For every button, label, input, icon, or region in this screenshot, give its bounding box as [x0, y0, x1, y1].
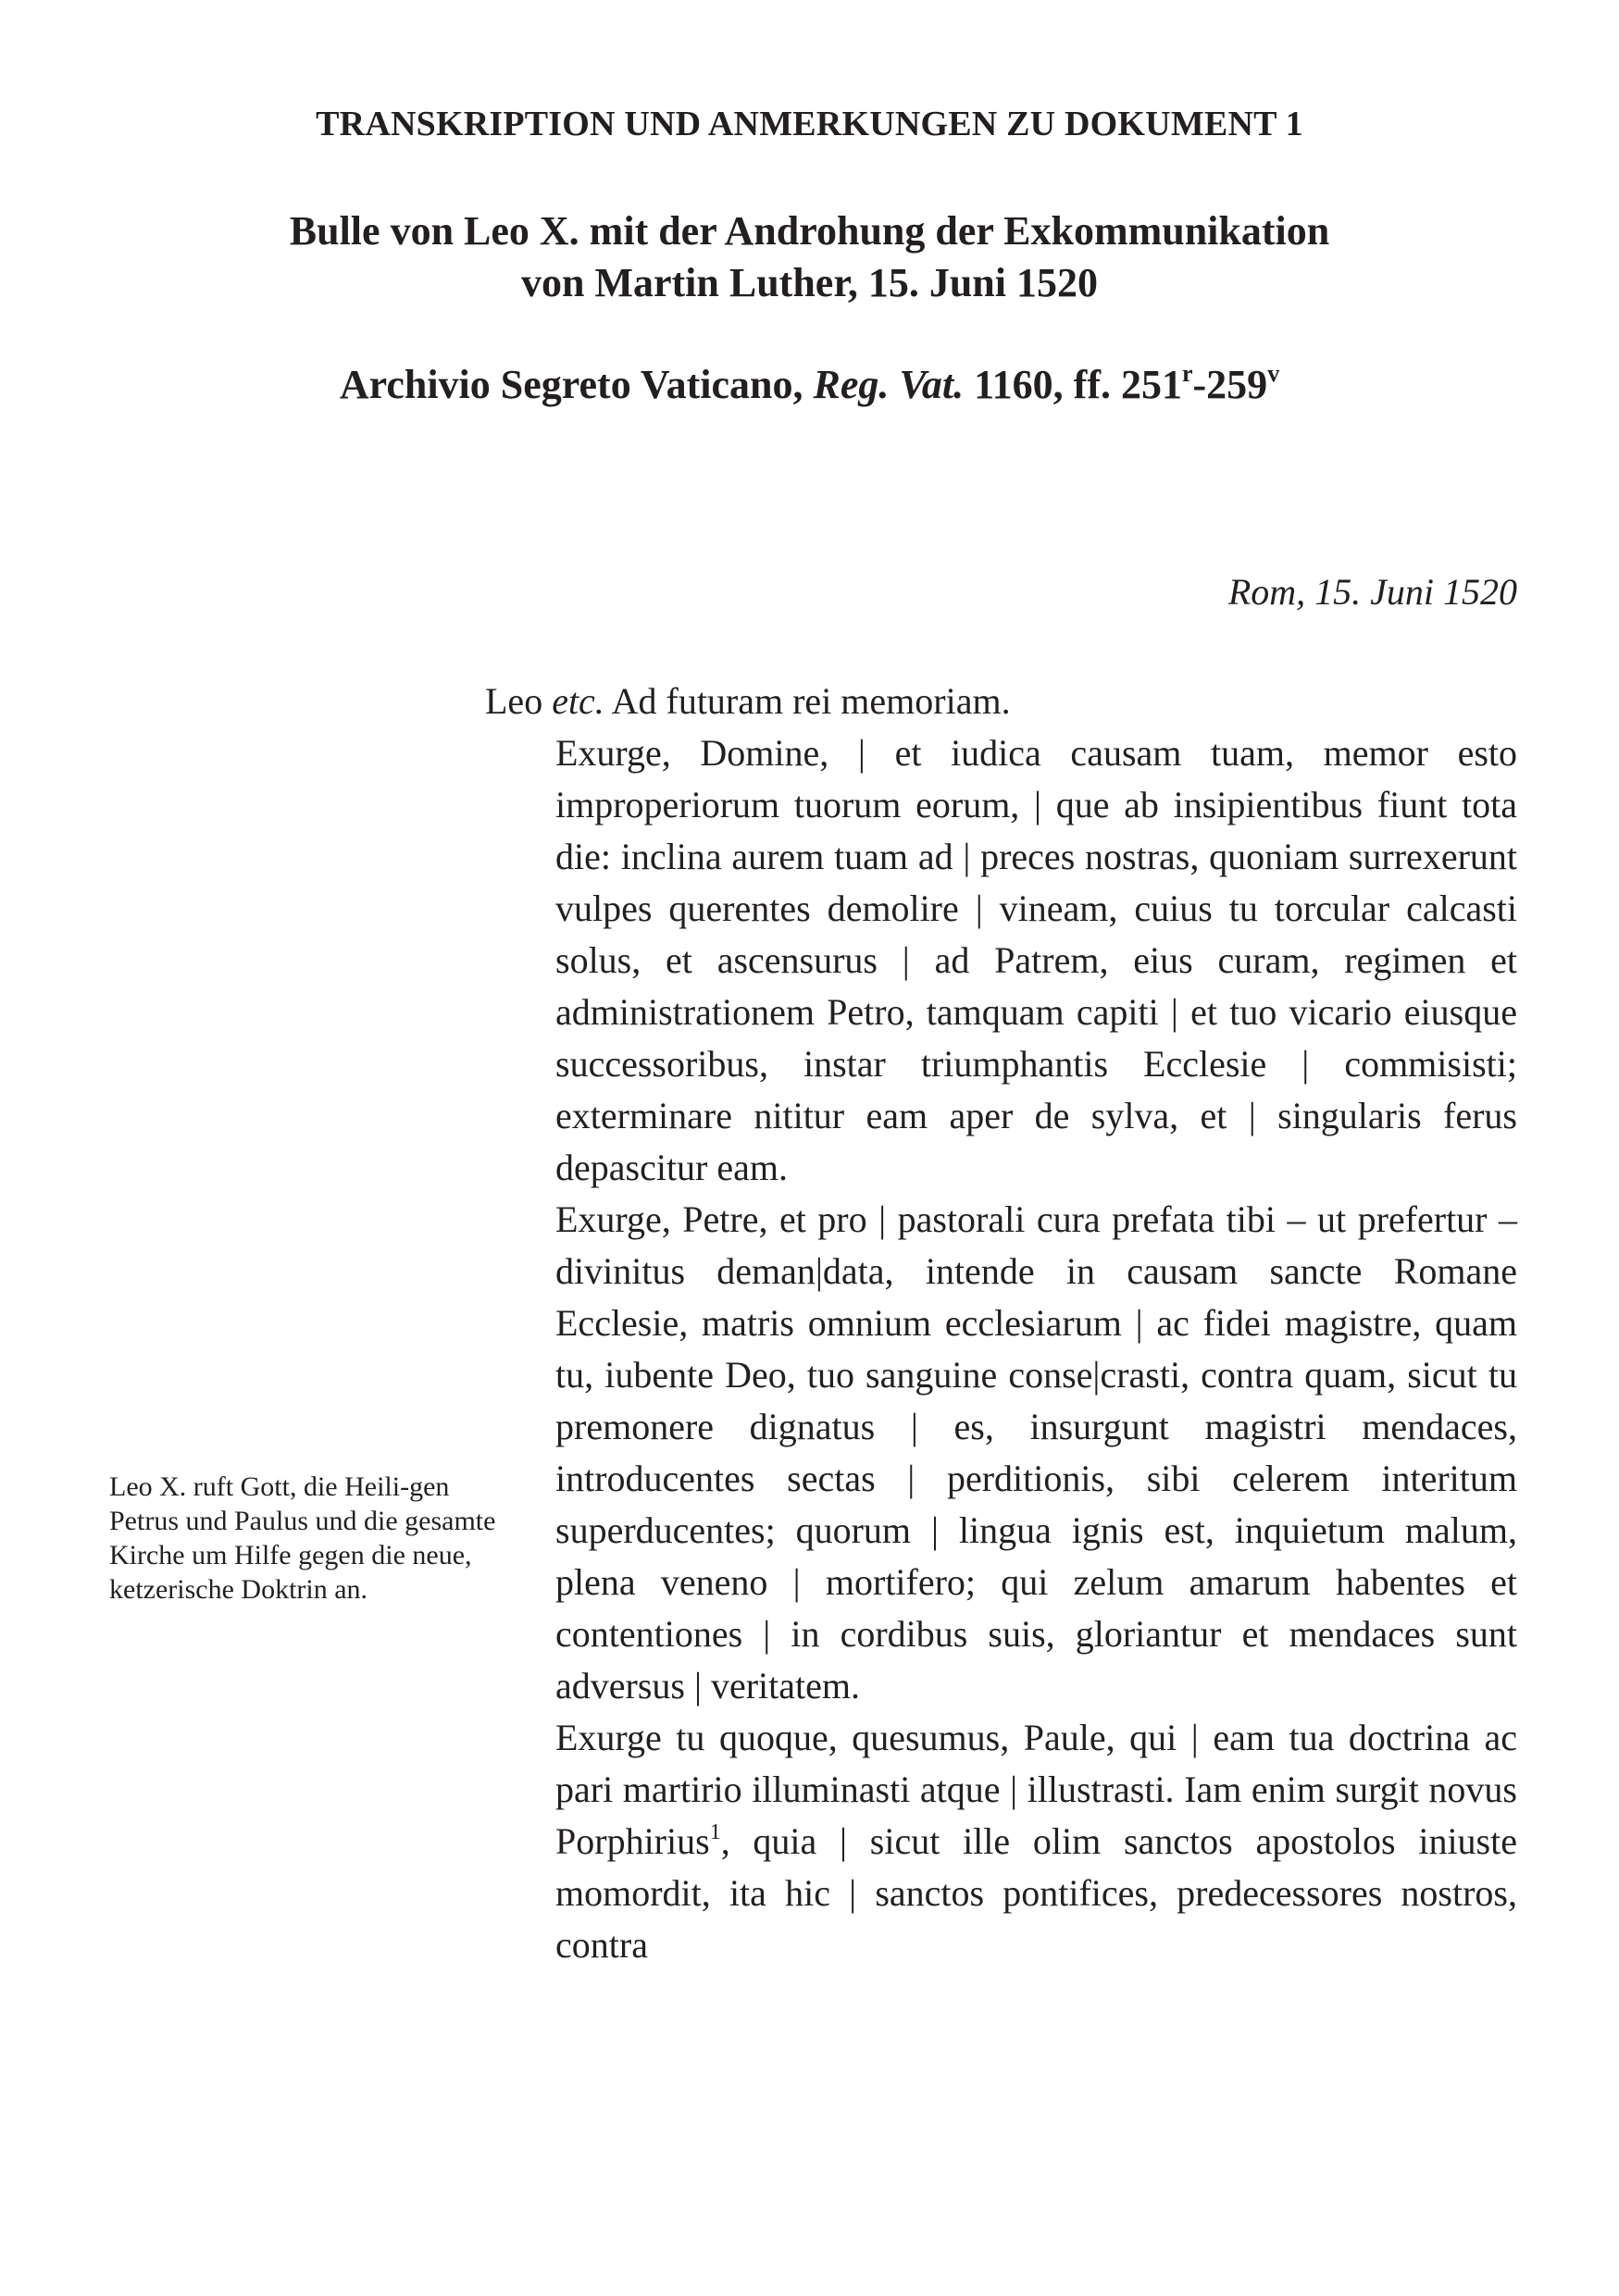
archive-name: Archivio Segreto Vaticano, [339, 362, 814, 407]
place-date: Rom, 15. Juni 1520 [1227, 571, 1517, 613]
archive-folio-start: 1160, ff. 251 [964, 362, 1182, 407]
bull-title-line-1: Bulle von Leo X. mit der Androhung der Exkommunikation [289, 208, 1330, 254]
archive-recto-mark: r [1181, 360, 1193, 387]
paragraph-2: Exurge, Petre, et pro | pastorali cura prefata tibi – ut prefertur – divinitus deman|data, intende in causam sancte Romane Ecclesie, matris omnium ecclesiarum | ac fidei magistre, quam tu, iubente Deo, tuo sanguine conse|crasti, contra quam, sicut tu premonere dignatus | es, insurgunt magistri mendaces, introducentes sectas | perditionis, sibi celerem interitum superducentes; quorum | lingua ignis est, inquietum malum, plena veneno | mortifero; qui zelum amarum habentes et contentiones | in cordibus suis, gloriantur et mendaces sunt adversus | veritatem. [555, 1198, 1517, 1706]
archive-verso-mark: v [1267, 360, 1280, 387]
paragraph-3-text-end: , quia | sicut ille olim sanctos apostolos iniuste momordit, ita hic | sanctos pontifices, predecessores nostros, contra [555, 1820, 1517, 1966]
paragraph-1: Exurge, Domine, | et iudica causam tuam, memor esto improperiorum tuorum eorum, | que ab insipientibus fiunt tota die: inclina aurem tuam ad | preces nostras, quoniam surrexerunt vulpes querentes demolire | vineam, cuius tu torcular calcasti solus, et ascensurus | ad Patrem, eius curam, regimen et administrationem Petro, tamquam capiti | et tuo vicario eiusque successoribus, instar triumphantis Ecclesie | commisisti; exterminare nititur eam aper de sylva, et | singularis ferus depascitur eam. [555, 732, 1517, 1188]
salutation-etc: etc. [552, 680, 604, 722]
archive-register: Reg. Vat. [813, 362, 965, 407]
bull-title-line-2: von Martin Luther, 15. Juni 1520 [520, 260, 1098, 305]
salutation [485, 676, 1517, 727]
footnote-marker[interactable]: 1 [709, 1820, 721, 1844]
archive-reference [0, 361, 1619, 408]
paragraph-3-text-start: Exurge tu quoque, quesumus, Paule, qui | eam tua doctrina ac pari martirio illuminasti atque | illustrasti. Iam enim surgit novus Porphirius [555, 1717, 1517, 1862]
salutation-name: Leo [485, 680, 553, 722]
margin-note: Leo X. ruft Gott, die Heili-gen Petrus und Paulus und die gesamte Kirche um Hilfe gegen die neue, ketzerische Doktrin an. [109, 1471, 496, 1605]
paragraph-3 [555, 1712, 1517, 1971]
transcription-body [485, 676, 1517, 1971]
salutation-rest: Ad futuram rei memoriam. [604, 680, 1011, 722]
bull-title [0, 205, 1619, 309]
archive-folio-end: -259 [1192, 362, 1268, 407]
document-title: TRANSKRIPTION UND ANMERKUNGEN ZU DOKUMENT 1 [316, 105, 1303, 143]
